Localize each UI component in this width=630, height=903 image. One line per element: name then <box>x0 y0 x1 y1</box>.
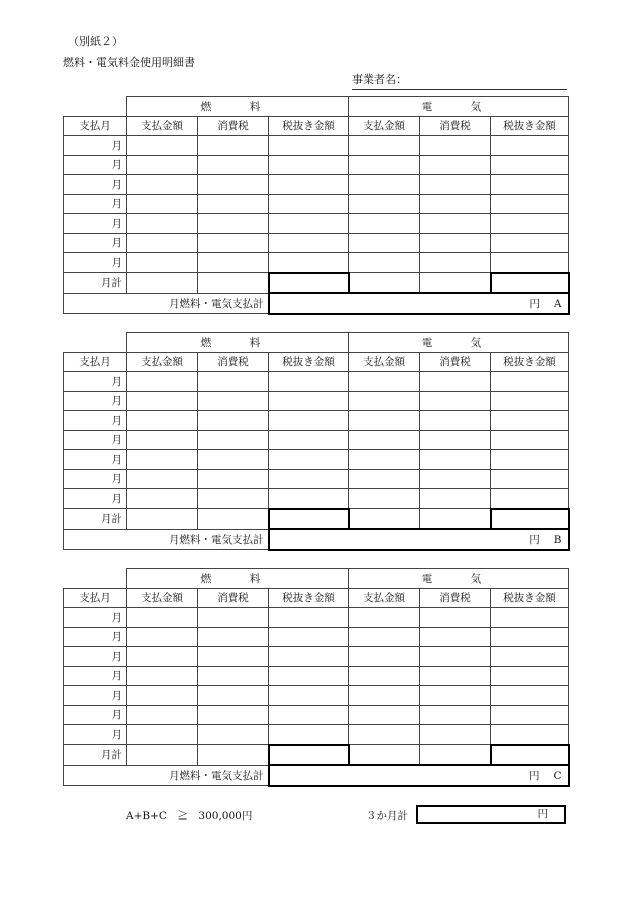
fuel-excl-cell[interactable] <box>269 608 349 628</box>
table-row <box>64 136 569 156</box>
elec-tax-subtotal[interactable] <box>420 745 491 766</box>
fuel-tax-cell[interactable] <box>198 155 269 175</box>
elec-excl-cell[interactable] <box>491 214 569 234</box>
document-title: 燃料・電気料金使用明細書 <box>63 56 195 69</box>
table-row <box>64 647 569 667</box>
elec-excl-cell[interactable] <box>491 372 569 392</box>
grand-total-label: 月燃料・電気支払計 <box>64 529 269 550</box>
section-letter: A <box>553 297 562 310</box>
elec-payment-cell[interactable] <box>349 253 420 273</box>
month-cell[interactable]: 月 <box>64 391 127 411</box>
col-elec-tax-header: 消費税 <box>420 352 491 372</box>
elec-tax-cell[interactable] <box>420 430 491 450</box>
fuel-payment-cell[interactable] <box>127 686 198 706</box>
elec-tax-subtotal[interactable] <box>420 509 491 530</box>
month-cell[interactable]: 月 <box>64 372 127 392</box>
elec-excl-cell[interactable] <box>491 253 569 273</box>
elec-payment-cell[interactable] <box>349 194 420 214</box>
fuel-payment-cell[interactable] <box>127 450 198 470</box>
fuel-tax-cell[interactable] <box>198 705 269 725</box>
fuel-tax-cell[interactable] <box>198 489 269 509</box>
col-elec-payment-header: 支払金額 <box>349 116 420 136</box>
month-cell[interactable]: 月 <box>64 627 127 647</box>
elec-excl-cell[interactable] <box>491 489 569 509</box>
fuel-excl-cell[interactable] <box>269 391 349 411</box>
month-cell[interactable]: 月 <box>64 233 127 253</box>
fuel-excl-subtotal[interactable] <box>269 509 349 530</box>
grand-total-field[interactable] <box>269 529 569 550</box>
fuel-excl-cell[interactable] <box>269 469 349 489</box>
col-fuel-tax-header: 消費税 <box>198 588 269 608</box>
elec-payment-cell[interactable] <box>349 450 420 470</box>
electric-group-header: 電 気 <box>349 97 569 117</box>
grand-total-row <box>64 529 569 550</box>
col-fuel-tax-header: 消費税 <box>198 352 269 372</box>
fuel-tax-cell[interactable] <box>198 686 269 706</box>
electric-group-header: 電 気 <box>349 569 569 589</box>
col-fuel-payment-header: 支払金額 <box>127 352 198 372</box>
business-name-label: 事業者名： <box>352 73 407 86</box>
grand-total-label: 月燃料・電気支払計 <box>64 293 269 314</box>
fuel-excl-cell[interactable] <box>269 647 349 667</box>
elec-excl-cell[interactable] <box>491 686 569 706</box>
elec-excl-cell[interactable] <box>491 469 569 489</box>
elec-tax-cell[interactable] <box>420 469 491 489</box>
elec-payment-cell[interactable] <box>349 489 420 509</box>
table-row <box>64 725 569 745</box>
elec-tax-cell[interactable] <box>420 155 491 175</box>
business-name-field[interactable] <box>352 71 567 90</box>
grand-total-field[interactable] <box>269 765 569 786</box>
elec-tax-cell[interactable] <box>420 608 491 628</box>
fuel-excl-cell[interactable] <box>269 725 349 745</box>
elec-payment-subtotal[interactable] <box>349 273 420 294</box>
month-cell[interactable]: 月 <box>64 450 127 470</box>
fuel-payment-cell[interactable] <box>127 489 198 509</box>
elec-excl-subtotal[interactable] <box>491 273 569 294</box>
fuel-payment-cell[interactable] <box>127 136 198 156</box>
fuel-payment-cell[interactable] <box>127 391 198 411</box>
corner-blank <box>64 569 127 589</box>
elec-tax-cell[interactable] <box>420 705 491 725</box>
elec-tax-cell[interactable] <box>420 214 491 234</box>
elec-payment-cell[interactable] <box>349 627 420 647</box>
col-elec-payment-header: 支払金額 <box>349 352 420 372</box>
table-row <box>64 214 569 234</box>
fuel-payment-cell[interactable] <box>127 725 198 745</box>
elec-tax-cell[interactable] <box>420 450 491 470</box>
table-row <box>64 608 569 628</box>
col-fuel-payment-header: 支払金額 <box>127 588 198 608</box>
fuel-tax-cell[interactable] <box>198 175 269 195</box>
fuel-excl-cell[interactable] <box>269 450 349 470</box>
table-row <box>64 253 569 273</box>
subtotal-row <box>64 509 569 530</box>
fuel-payment-cell[interactable] <box>127 411 198 431</box>
elec-tax-cell[interactable] <box>420 411 491 431</box>
elec-tax-cell[interactable] <box>420 725 491 745</box>
fuel-tax-cell[interactable] <box>198 233 269 253</box>
three-month-total-field[interactable] <box>416 805 566 824</box>
elec-payment-subtotal[interactable] <box>349 509 420 530</box>
table-row <box>64 155 569 175</box>
elec-payment-cell[interactable] <box>349 175 420 195</box>
corner-blank <box>64 333 127 353</box>
electric-group-header: 電 気 <box>349 333 569 353</box>
fuel-payment-cell[interactable] <box>127 705 198 725</box>
fuel-payment-subtotal[interactable] <box>127 273 198 294</box>
fuel-payment-cell[interactable] <box>127 469 198 489</box>
elec-tax-cell[interactable] <box>420 233 491 253</box>
yen-unit: 円 <box>528 769 540 782</box>
col-fuel-excl-header: 税抜き金額 <box>269 116 349 136</box>
fuel-group-header: 燃 料 <box>127 97 349 117</box>
table-row <box>64 489 569 509</box>
table-row <box>64 469 569 489</box>
fuel-tax-cell[interactable] <box>198 194 269 214</box>
usage-table-b <box>63 332 570 551</box>
three-month-total-unit: 円 <box>537 808 548 820</box>
grand-total-label: 月燃料・電気支払計 <box>64 765 269 786</box>
usage-table-c <box>63 568 570 787</box>
elec-excl-cell[interactable] <box>491 391 569 411</box>
fuel-tax-cell[interactable] <box>198 411 269 431</box>
elec-tax-cell[interactable] <box>420 136 491 156</box>
elec-excl-cell[interactable] <box>491 194 569 214</box>
yen-unit: 円 <box>529 533 540 546</box>
elec-tax-subtotal[interactable] <box>420 273 491 294</box>
fuel-payment-cell[interactable] <box>127 214 198 234</box>
elec-excl-cell[interactable] <box>491 136 569 156</box>
fuel-excl-subtotal[interactable] <box>269 745 349 766</box>
fuel-tax-cell[interactable] <box>198 666 269 686</box>
elec-tax-cell[interactable] <box>420 647 491 667</box>
fuel-excl-subtotal[interactable] <box>269 273 349 294</box>
section-letter: C <box>553 769 562 782</box>
elec-tax-cell[interactable] <box>420 372 491 392</box>
elec-excl-cell[interactable] <box>491 155 569 175</box>
fuel-tax-cell[interactable] <box>198 627 269 647</box>
col-fuel-tax-header: 消費税 <box>198 116 269 136</box>
elec-excl-cell[interactable] <box>491 705 569 725</box>
fuel-excl-cell[interactable] <box>269 705 349 725</box>
col-elec-excl-header: 税抜き金額 <box>491 352 569 372</box>
table-row <box>64 233 569 253</box>
elec-payment-cell[interactable] <box>349 430 420 450</box>
usage-table-a <box>63 96 570 315</box>
table-row <box>64 450 569 470</box>
elec-excl-cell[interactable] <box>491 233 569 253</box>
month-cell[interactable]: 月 <box>64 411 127 431</box>
grand-total-field[interactable] <box>269 293 569 314</box>
col-fuel-excl-header: 税抜き金額 <box>269 352 349 372</box>
fuel-group-header: 燃 料 <box>127 569 349 589</box>
fuel-excl-cell[interactable] <box>269 411 349 431</box>
fuel-excl-cell[interactable] <box>269 253 349 273</box>
yen-unit: 円 <box>529 297 540 310</box>
month-cell[interactable]: 月 <box>64 155 127 175</box>
month-cell[interactable]: 月 <box>64 666 127 686</box>
fuel-payment-cell[interactable] <box>127 608 198 628</box>
elec-tax-cell[interactable] <box>420 666 491 686</box>
grand-total-row <box>64 293 569 314</box>
fuel-excl-cell[interactable] <box>269 194 349 214</box>
elec-excl-cell[interactable] <box>491 647 569 667</box>
elec-excl-cell[interactable] <box>491 175 569 195</box>
elec-excl-cell[interactable] <box>491 430 569 450</box>
elec-payment-cell[interactable] <box>349 391 420 411</box>
table-row <box>64 705 569 725</box>
elec-excl-cell[interactable] <box>491 627 569 647</box>
elec-payment-cell[interactable] <box>349 608 420 628</box>
fuel-excl-cell[interactable] <box>269 233 349 253</box>
fuel-excl-cell[interactable] <box>269 666 349 686</box>
elec-tax-cell[interactable] <box>420 253 491 273</box>
table-row <box>64 686 569 706</box>
month-cell[interactable]: 月 <box>64 647 127 667</box>
fuel-tax-cell[interactable] <box>198 253 269 273</box>
col-month-header: 支払月 <box>64 116 127 136</box>
table-row <box>64 175 569 195</box>
month-cell[interactable]: 月 <box>64 705 127 725</box>
elec-excl-cell[interactable] <box>491 725 569 745</box>
elec-payment-cell[interactable] <box>349 233 420 253</box>
fuel-tax-cell[interactable] <box>198 430 269 450</box>
elec-excl-cell[interactable] <box>491 666 569 686</box>
fuel-tax-cell[interactable] <box>198 391 269 411</box>
elec-payment-cell[interactable] <box>349 155 420 175</box>
table-row <box>64 430 569 450</box>
table-row <box>64 627 569 647</box>
fuel-tax-cell[interactable] <box>198 647 269 667</box>
fuel-tax-cell[interactable] <box>198 214 269 234</box>
elec-excl-cell[interactable] <box>491 608 569 628</box>
subtotal-label: 月計 <box>64 745 127 766</box>
fuel-excl-cell[interactable] <box>269 155 349 175</box>
col-fuel-payment-header: 支払金額 <box>127 116 198 136</box>
fuel-payment-cell[interactable] <box>127 233 198 253</box>
month-cell[interactable]: 月 <box>64 725 127 745</box>
table-row <box>64 391 569 411</box>
elec-payment-cell[interactable] <box>349 725 420 745</box>
fuel-excl-cell[interactable] <box>269 175 349 195</box>
fuel-excl-cell[interactable] <box>269 489 349 509</box>
fuel-tax-cell[interactable] <box>198 608 269 628</box>
fuel-excl-cell[interactable] <box>269 136 349 156</box>
col-elec-excl-header: 税抜き金額 <box>491 116 569 136</box>
attachment-label: （別紙２） <box>68 35 123 48</box>
month-cell[interactable]: 月 <box>64 469 127 489</box>
elec-tax-cell[interactable] <box>420 391 491 411</box>
subtotal-row <box>64 745 569 766</box>
month-cell[interactable]: 月 <box>64 430 127 450</box>
fuel-excl-cell[interactable] <box>269 627 349 647</box>
month-cell[interactable]: 月 <box>64 489 127 509</box>
elec-tax-cell[interactable] <box>420 194 491 214</box>
fuel-payment-cell[interactable] <box>127 253 198 273</box>
col-elec-tax-header: 消費税 <box>420 116 491 136</box>
subtotal-label: 月計 <box>64 273 127 294</box>
month-cell[interactable]: 月 <box>64 214 127 234</box>
fuel-payment-cell[interactable] <box>127 666 198 686</box>
section-letter: B <box>553 533 562 546</box>
elec-payment-cell[interactable] <box>349 469 420 489</box>
fuel-tax-subtotal[interactable] <box>198 509 269 530</box>
fuel-payment-subtotal[interactable] <box>127 509 198 530</box>
col-month-header: 支払月 <box>64 588 127 608</box>
elec-excl-subtotal[interactable] <box>491 745 569 766</box>
month-cell[interactable]: 月 <box>64 253 127 273</box>
table-row <box>64 666 569 686</box>
subtotal-label: 月計 <box>64 509 127 530</box>
fuel-tax-cell[interactable] <box>198 372 269 392</box>
three-month-total-label: ３か月計 <box>366 810 408 822</box>
elec-payment-cell[interactable] <box>349 372 420 392</box>
elec-tax-cell[interactable] <box>420 489 491 509</box>
fuel-excl-cell[interactable] <box>269 686 349 706</box>
elec-tax-cell[interactable] <box>420 627 491 647</box>
elec-tax-cell[interactable] <box>420 686 491 706</box>
elec-payment-cell[interactable] <box>349 136 420 156</box>
fuel-tax-cell[interactable] <box>198 450 269 470</box>
elec-payment-cell[interactable] <box>349 411 420 431</box>
fuel-payment-cell[interactable] <box>127 627 198 647</box>
fuel-tax-cell[interactable] <box>198 725 269 745</box>
elec-payment-cell[interactable] <box>349 686 420 706</box>
fuel-payment-cell[interactable] <box>127 647 198 667</box>
threshold-condition: A+B+C ≧ 300,000円 <box>126 810 253 822</box>
fuel-group-header: 燃 料 <box>127 333 349 353</box>
col-elec-payment-header: 支払金額 <box>349 588 420 608</box>
table-row <box>64 411 569 431</box>
fuel-excl-cell[interactable] <box>269 214 349 234</box>
elec-payment-subtotal[interactable] <box>349 745 420 766</box>
fuel-tax-subtotal[interactable] <box>198 745 269 766</box>
elec-payment-cell[interactable] <box>349 705 420 725</box>
elec-tax-cell[interactable] <box>420 175 491 195</box>
elec-payment-cell[interactable] <box>349 666 420 686</box>
corner-blank <box>64 97 127 117</box>
month-cell[interactable]: 月 <box>64 608 127 628</box>
fuel-tax-subtotal[interactable] <box>198 273 269 294</box>
table-row <box>64 194 569 214</box>
fuel-payment-cell[interactable] <box>127 430 198 450</box>
fuel-payment-cell[interactable] <box>127 175 198 195</box>
col-fuel-excl-header: 税抜き金額 <box>269 588 349 608</box>
elec-payment-cell[interactable] <box>349 214 420 234</box>
elec-excl-cell[interactable] <box>491 411 569 431</box>
fuel-tax-cell[interactable] <box>198 136 269 156</box>
fuel-excl-cell[interactable] <box>269 430 349 450</box>
fuel-tax-cell[interactable] <box>198 469 269 489</box>
elec-payment-cell[interactable] <box>349 647 420 667</box>
elec-excl-subtotal[interactable] <box>491 509 569 530</box>
fuel-excl-cell[interactable] <box>269 372 349 392</box>
month-cell[interactable]: 月 <box>64 686 127 706</box>
elec-excl-cell[interactable] <box>491 450 569 470</box>
table-row <box>64 372 569 392</box>
fuel-payment-cell[interactable] <box>127 155 198 175</box>
fuel-payment-cell[interactable] <box>127 372 198 392</box>
fuel-payment-subtotal[interactable] <box>127 745 198 766</box>
col-elec-excl-header: 税抜き金額 <box>491 588 569 608</box>
grand-total-row <box>64 765 569 786</box>
month-cell[interactable]: 月 <box>64 194 127 214</box>
col-month-header: 支払月 <box>64 352 127 372</box>
month-cell[interactable]: 月 <box>64 175 127 195</box>
col-elec-tax-header: 消費税 <box>420 588 491 608</box>
month-cell[interactable]: 月 <box>64 136 127 156</box>
fuel-payment-cell[interactable] <box>127 194 198 214</box>
subtotal-row <box>64 273 569 294</box>
